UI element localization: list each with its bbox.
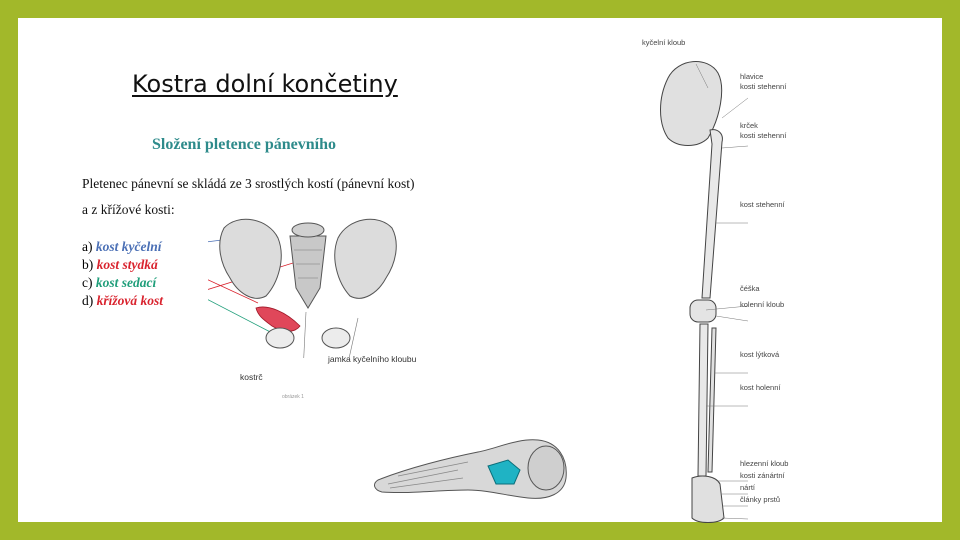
leg-label-femur-neck-2: kosti stehenní <box>740 131 787 140</box>
fibula-shape <box>708 328 716 472</box>
leg-foot-shape <box>692 476 724 523</box>
bone-prefix: d) <box>82 293 94 308</box>
leg-label-ankle-joint: hlezenní kloub <box>740 459 789 468</box>
coccyx-label: kostrč <box>240 372 263 382</box>
slide-canvas <box>18 18 942 522</box>
bone-prefix: c) <box>82 275 93 290</box>
pelvis-illustration <box>208 208 408 358</box>
leg-label-femur-neck: krček <box>740 121 758 130</box>
section-subtitle: Složení pletence pánevního <box>152 136 337 153</box>
acetabulum-label: jamka kyčelního kloubu <box>328 354 417 364</box>
bone-list-item-krizova <box>82 292 163 310</box>
leg-label-patella: čéška <box>740 284 760 293</box>
leg-label-tarsals: kosti zánártní <box>740 471 785 480</box>
leg-label-knee-joint: kolenní kloub <box>740 300 785 309</box>
leg-label-fibula: kost lýtková <box>740 350 780 359</box>
leg-skeleton-illustration <box>638 48 748 528</box>
leg-label-hip-joint: kyčelní kloub <box>642 38 686 47</box>
intro-text-line1: Pletenec pánevní se skládá ze 3 srostlých kostí (pánevní kost) <box>82 176 415 191</box>
bone-prefix: b) <box>82 257 94 272</box>
bone-name: kost stydká <box>96 257 158 272</box>
figure-code-label: obrázek 1 <box>282 394 304 400</box>
sacrum-shape <box>290 236 326 308</box>
bone-name: kost kyčelní <box>95 239 162 254</box>
femur-shape <box>702 130 722 298</box>
bone-name: křížová kost <box>96 293 164 308</box>
leg-label-tibia: kost holenní <box>740 383 781 392</box>
intro-text-line2: a z křížové kosti: <box>82 202 175 217</box>
right-ilium-shape <box>335 219 396 298</box>
left-ilium-shape <box>220 219 281 298</box>
tibia-shape <box>698 324 708 476</box>
bone-list <box>82 238 163 310</box>
slide-title: Kostra dolní končetiny <box>132 70 398 98</box>
bone-list-item-kycelni <box>82 238 163 256</box>
bone-list-item-sedaci <box>82 274 163 292</box>
bone-name: kost sedací <box>95 275 157 290</box>
foot-illustration <box>368 428 578 508</box>
leg-label-femur: kost stehenní <box>740 200 785 209</box>
bone-prefix: a) <box>82 239 93 254</box>
leg-label-femur-head-2: kosti stehenní <box>740 82 787 91</box>
leg-label-femur-head: hlavice <box>740 72 764 81</box>
leg-label-metatarsals: nártí <box>740 483 756 492</box>
bone-list-item-stydka <box>82 256 163 274</box>
leg-label-phalanges: články prstů <box>740 495 781 504</box>
